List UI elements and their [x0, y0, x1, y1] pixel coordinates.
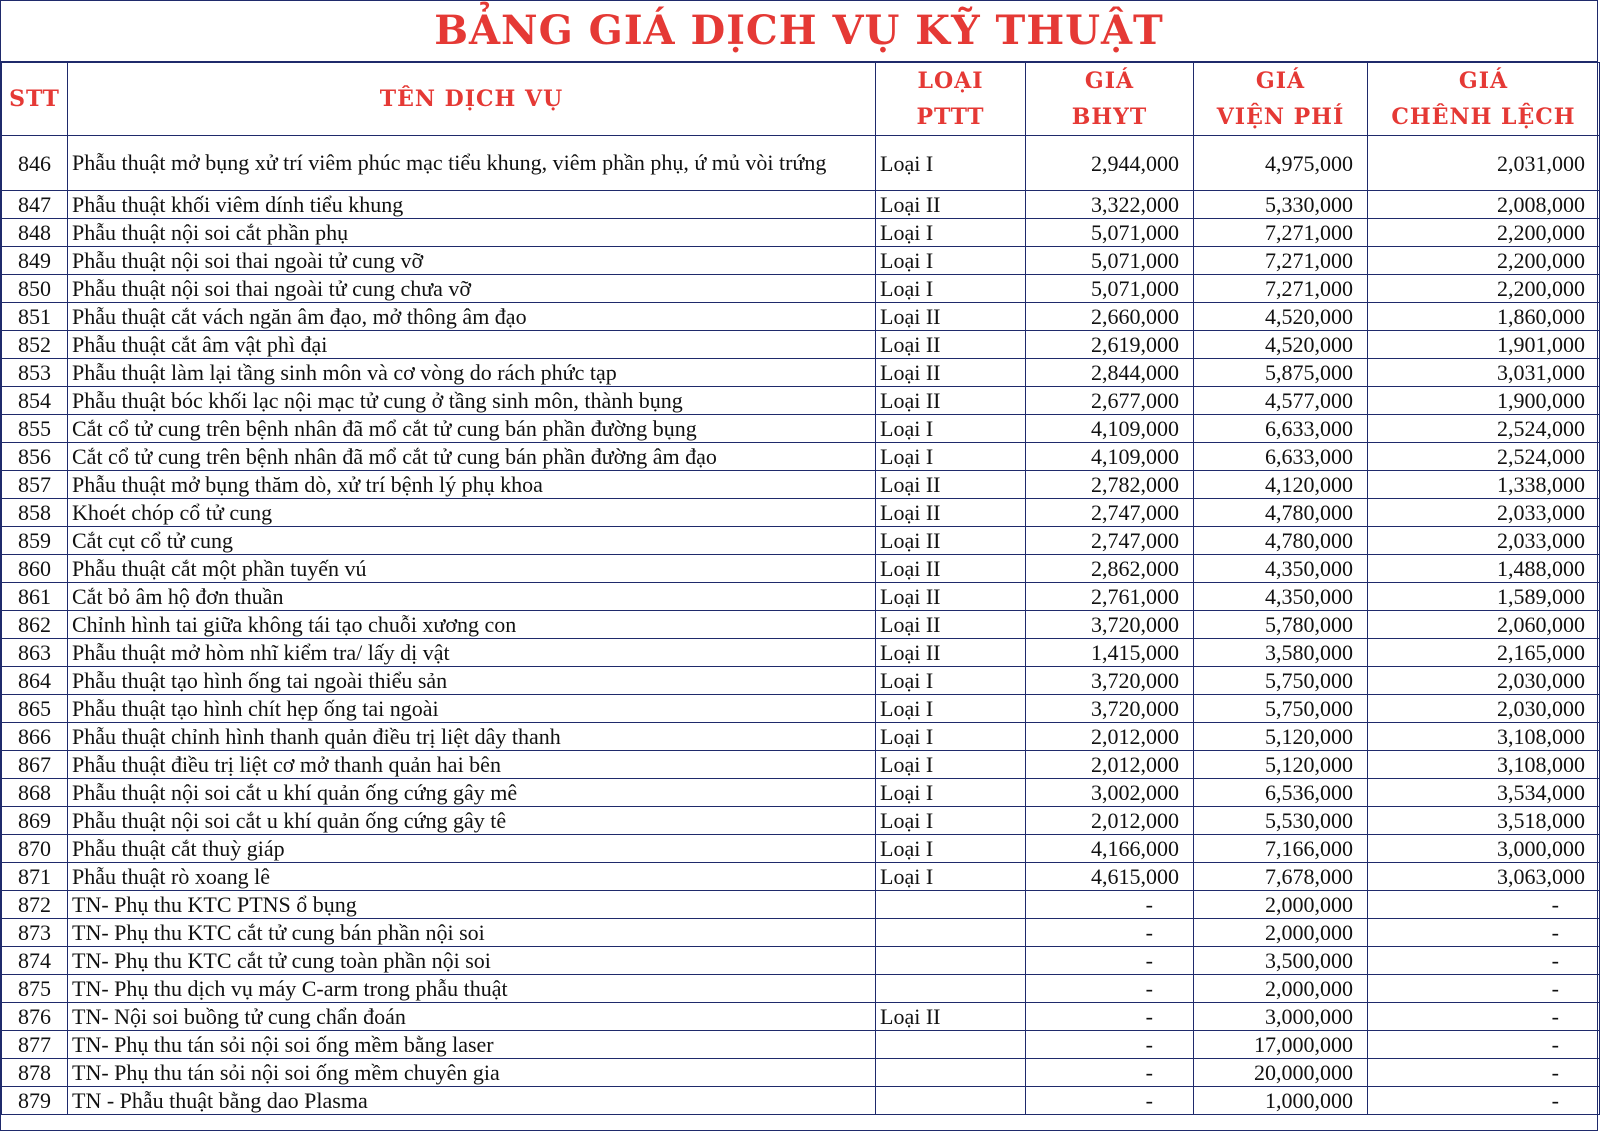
- row-stt: 878: [2, 1059, 68, 1087]
- row-service-name: Phẫu thuật tạo hình ống tai ngoài thiểu sản: [68, 667, 876, 695]
- row-loai-pttt: Loại I: [876, 136, 1026, 191]
- row-gia-vien-phi: 4,577,000: [1194, 387, 1368, 415]
- row-loai-pttt: Loại II: [876, 191, 1026, 219]
- row-gia-vien-phi: 2,000,000: [1194, 891, 1368, 919]
- row-gia-chenh-lech: 2,030,000: [1368, 667, 1600, 695]
- row-gia-vien-phi: 5,530,000: [1194, 807, 1368, 835]
- row-gia-chenh-lech: -: [1368, 919, 1600, 947]
- row-loai-pttt: Loại II: [876, 527, 1026, 555]
- row-gia-bhyt: 3,002,000: [1026, 779, 1194, 807]
- row-gia-vien-phi: 4,975,000: [1194, 136, 1368, 191]
- row-stt: 846: [2, 136, 68, 191]
- row-gia-vien-phi: 7,271,000: [1194, 275, 1368, 303]
- row-gia-chenh-lech: 3,518,000: [1368, 807, 1600, 835]
- row-service-name: TN- Phụ thu dịch vụ máy C-arm trong phẫu thuật: [68, 975, 876, 1003]
- page-title: BẢNG GIÁ DỊCH VỤ KỸ THUẬT: [1, 1, 1597, 62]
- row-stt: 855: [2, 415, 68, 443]
- table-row: [2, 583, 1600, 611]
- header-bhyt-line1: GIÁ: [1084, 68, 1135, 94]
- row-stt: 876: [2, 1003, 68, 1031]
- row-gia-vien-phi: 1,000,000: [1194, 1087, 1368, 1115]
- row-gia-chenh-lech: -: [1368, 975, 1600, 1003]
- row-stt: 847: [2, 191, 68, 219]
- row-service-name: Cắt cổ tử cung trên bệnh nhân đã mổ cắt tử cung bán phần đường âm đạo: [68, 443, 876, 471]
- row-gia-bhyt: 5,071,000: [1026, 275, 1194, 303]
- row-gia-bhyt: -: [1026, 947, 1194, 975]
- table-row: [2, 471, 1600, 499]
- row-gia-bhyt: -: [1026, 1059, 1194, 1087]
- row-service-name: Chỉnh hình tai giữa không tái tạo chuỗi xương con: [68, 611, 876, 639]
- row-stt: 875: [2, 975, 68, 1003]
- row-gia-bhyt: -: [1026, 1003, 1194, 1031]
- row-stt: 864: [2, 667, 68, 695]
- table-row: [2, 919, 1600, 947]
- row-loai-pttt: Loại II: [876, 639, 1026, 667]
- row-gia-vien-phi: 5,120,000: [1194, 751, 1368, 779]
- row-loai-pttt: [876, 1031, 1026, 1059]
- row-service-name: Phẫu thuật nội soi cắt phần phụ: [68, 219, 876, 247]
- table-row: [2, 639, 1600, 667]
- row-gia-vien-phi: 4,520,000: [1194, 331, 1368, 359]
- row-gia-bhyt: 1,415,000: [1026, 639, 1194, 667]
- table-row: [2, 415, 1600, 443]
- row-gia-bhyt: 2,660,000: [1026, 303, 1194, 331]
- row-service-name: TN - Phẫu thuật bằng dao Plasma: [68, 1087, 876, 1115]
- row-gia-bhyt: 2,747,000: [1026, 527, 1194, 555]
- row-loai-pttt: [876, 1059, 1026, 1087]
- header-vien-phi: [1194, 63, 1368, 136]
- row-stt: 859: [2, 527, 68, 555]
- table-row: [2, 191, 1600, 219]
- row-service-name: Phẫu thuật nội soi cắt u khí quản ống cứng gây mê: [68, 779, 876, 807]
- row-service-name: Phẫu thuật nội soi cắt u khí quản ống cứng gây tê: [68, 807, 876, 835]
- row-loai-pttt: [876, 975, 1026, 1003]
- row-gia-chenh-lech: -: [1368, 1003, 1600, 1031]
- row-gia-chenh-lech: -: [1368, 1087, 1600, 1115]
- header-chenh-lech-line1: GIÁ: [1458, 68, 1509, 94]
- row-loai-pttt: Loại II: [876, 331, 1026, 359]
- row-loai-pttt: Loại I: [876, 779, 1026, 807]
- row-service-name: Phẫu thuật chỉnh hình thanh quản điều trị liệt dây thanh: [68, 723, 876, 751]
- row-service-name: Phẫu thuật cắt một phần tuyến vú: [68, 555, 876, 583]
- row-gia-vien-phi: 7,271,000: [1194, 247, 1368, 275]
- row-gia-bhyt: 3,720,000: [1026, 695, 1194, 723]
- row-service-name: TN- Phụ thu tán sỏi nội soi ống mềm chuyên gia: [68, 1059, 876, 1087]
- table-row: [2, 247, 1600, 275]
- row-gia-bhyt: 4,109,000: [1026, 415, 1194, 443]
- row-gia-vien-phi: 20,000,000: [1194, 1059, 1368, 1087]
- row-loai-pttt: Loại I: [876, 275, 1026, 303]
- row-loai-pttt: Loại I: [876, 863, 1026, 891]
- table-row: [2, 555, 1600, 583]
- row-gia-vien-phi: 2,000,000: [1194, 919, 1368, 947]
- row-service-name: Phẫu thuật tạo hình chít hẹp ống tai ngoài: [68, 695, 876, 723]
- row-gia-vien-phi: 3,580,000: [1194, 639, 1368, 667]
- row-gia-vien-phi: 3,000,000: [1194, 1003, 1368, 1031]
- header-bhyt: [1026, 63, 1194, 136]
- row-gia-bhyt: 2,012,000: [1026, 807, 1194, 835]
- header-bhyt-line2: BHYT: [1071, 104, 1148, 130]
- row-gia-chenh-lech: 2,200,000: [1368, 219, 1600, 247]
- row-gia-chenh-lech: 2,033,000: [1368, 499, 1600, 527]
- row-loai-pttt: [876, 919, 1026, 947]
- row-loai-pttt: Loại I: [876, 723, 1026, 751]
- row-gia-bhyt: 4,615,000: [1026, 863, 1194, 891]
- row-gia-chenh-lech: 1,589,000: [1368, 583, 1600, 611]
- row-loai-pttt: Loại I: [876, 667, 1026, 695]
- row-gia-bhyt: 3,322,000: [1026, 191, 1194, 219]
- row-loai-pttt: [876, 1087, 1026, 1115]
- row-stt: 863: [2, 639, 68, 667]
- row-service-name: TN- Phụ thu tán sỏi nội soi ống mềm bằng laser: [68, 1031, 876, 1059]
- row-service-name: Cắt cổ tử cung trên bệnh nhân đã mổ cắt tử cung bán phần đường bụng: [68, 415, 876, 443]
- row-stt: 872: [2, 891, 68, 919]
- row-stt: 871: [2, 863, 68, 891]
- header-loai-line2: PTTT: [916, 104, 985, 130]
- row-loai-pttt: Loại I: [876, 415, 1026, 443]
- table-row: [2, 359, 1600, 387]
- table-row: [2, 751, 1600, 779]
- price-table: [1, 62, 1600, 1115]
- row-loai-pttt: Loại I: [876, 695, 1026, 723]
- header-loai: [876, 63, 1026, 136]
- row-gia-vien-phi: 5,120,000: [1194, 723, 1368, 751]
- row-gia-bhyt: 3,720,000: [1026, 667, 1194, 695]
- row-gia-vien-phi: 6,633,000: [1194, 443, 1368, 471]
- table-row: [2, 975, 1600, 1003]
- row-gia-bhyt: 2,747,000: [1026, 499, 1194, 527]
- table-row: [2, 303, 1600, 331]
- row-gia-chenh-lech: 2,524,000: [1368, 415, 1600, 443]
- row-gia-chenh-lech: 2,165,000: [1368, 639, 1600, 667]
- row-gia-bhyt: 5,071,000: [1026, 247, 1194, 275]
- table-row: [2, 695, 1600, 723]
- row-gia-chenh-lech: 1,860,000: [1368, 303, 1600, 331]
- header-row: [2, 63, 1600, 136]
- row-loai-pttt: Loại II: [876, 303, 1026, 331]
- row-stt: 852: [2, 331, 68, 359]
- row-stt: 856: [2, 443, 68, 471]
- row-stt: 857: [2, 471, 68, 499]
- row-gia-chenh-lech: -: [1368, 947, 1600, 975]
- row-gia-chenh-lech: 2,008,000: [1368, 191, 1600, 219]
- row-gia-vien-phi: 5,875,000: [1194, 359, 1368, 387]
- row-service-name: Phẫu thuật nội soi thai ngoài tử cung chưa vỡ: [68, 275, 876, 303]
- row-stt: 873: [2, 919, 68, 947]
- header-stt: STT: [2, 63, 68, 136]
- row-gia-vien-phi: 5,330,000: [1194, 191, 1368, 219]
- row-service-name: TN- Phụ thu KTC PTNS ổ bụng: [68, 891, 876, 919]
- row-loai-pttt: Loại II: [876, 611, 1026, 639]
- row-loai-pttt: Loại I: [876, 219, 1026, 247]
- row-stt: 850: [2, 275, 68, 303]
- row-gia-bhyt: 4,109,000: [1026, 443, 1194, 471]
- row-service-name: TN- Phụ thu KTC cắt tử cung bán phần nội soi: [68, 919, 876, 947]
- row-gia-vien-phi: 5,750,000: [1194, 695, 1368, 723]
- row-service-name: Phẫu thuật mở hòm nhĩ kiểm tra/ lấy dị vật: [68, 639, 876, 667]
- row-gia-bhyt: 2,944,000: [1026, 136, 1194, 191]
- row-gia-chenh-lech: 1,900,000: [1368, 387, 1600, 415]
- row-gia-bhyt: 2,012,000: [1026, 723, 1194, 751]
- row-gia-vien-phi: 4,350,000: [1194, 583, 1368, 611]
- table-row: [2, 1003, 1600, 1031]
- table-row: [2, 136, 1600, 191]
- row-gia-vien-phi: 7,271,000: [1194, 219, 1368, 247]
- row-gia-bhyt: 4,166,000: [1026, 835, 1194, 863]
- table-row: [2, 331, 1600, 359]
- row-gia-vien-phi: 7,678,000: [1194, 863, 1368, 891]
- row-gia-chenh-lech: 2,033,000: [1368, 527, 1600, 555]
- table-row: [2, 835, 1600, 863]
- row-stt: 862: [2, 611, 68, 639]
- row-gia-vien-phi: 7,166,000: [1194, 835, 1368, 863]
- row-stt: 849: [2, 247, 68, 275]
- row-service-name: Phẫu thuật cắt thuỳ giáp: [68, 835, 876, 863]
- row-gia-vien-phi: 17,000,000: [1194, 1031, 1368, 1059]
- table-row: [2, 527, 1600, 555]
- row-gia-bhyt: 2,619,000: [1026, 331, 1194, 359]
- row-loai-pttt: Loại I: [876, 807, 1026, 835]
- row-loai-pttt: Loại II: [876, 471, 1026, 499]
- table-row: [2, 443, 1600, 471]
- row-gia-chenh-lech: 2,200,000: [1368, 247, 1600, 275]
- header-loai-line1: LOẠI: [917, 68, 984, 94]
- row-stt: 870: [2, 835, 68, 863]
- table-row: [2, 219, 1600, 247]
- table-row: [2, 1031, 1600, 1059]
- row-service-name: Khoét chóp cổ tử cung: [68, 499, 876, 527]
- table-row: [2, 275, 1600, 303]
- row-gia-bhyt: 2,782,000: [1026, 471, 1194, 499]
- row-gia-vien-phi: 4,520,000: [1194, 303, 1368, 331]
- row-gia-chenh-lech: 1,488,000: [1368, 555, 1600, 583]
- row-gia-bhyt: 2,862,000: [1026, 555, 1194, 583]
- row-stt: 848: [2, 219, 68, 247]
- row-service-name: Cắt bỏ âm hộ đơn thuần: [68, 583, 876, 611]
- row-service-name: Phẫu thuật bóc khối lạc nội mạc tử cung ở tầng sinh môn, thành bụng: [68, 387, 876, 415]
- row-loai-pttt: Loại I: [876, 751, 1026, 779]
- row-service-name: Phẫu thuật nội soi thai ngoài tử cung vỡ: [68, 247, 876, 275]
- row-service-name: TN- Phụ thu KTC cắt tử cung toàn phần nội soi: [68, 947, 876, 975]
- table-row: [2, 667, 1600, 695]
- row-gia-bhyt: -: [1026, 975, 1194, 1003]
- table-row: [2, 891, 1600, 919]
- row-gia-bhyt: -: [1026, 919, 1194, 947]
- row-stt: 854: [2, 387, 68, 415]
- row-gia-chenh-lech: 2,031,000: [1368, 136, 1600, 191]
- row-gia-vien-phi: 4,780,000: [1194, 527, 1368, 555]
- row-service-name: Phẫu thuật rò xoang lê: [68, 863, 876, 891]
- row-gia-vien-phi: 4,120,000: [1194, 471, 1368, 499]
- row-stt: 879: [2, 1087, 68, 1115]
- row-gia-bhyt: 2,761,000: [1026, 583, 1194, 611]
- row-service-name: Phẫu thuật cắt âm vật phì đại: [68, 331, 876, 359]
- table-row: [2, 723, 1600, 751]
- row-gia-vien-phi: 3,500,000: [1194, 947, 1368, 975]
- row-gia-chenh-lech: 1,338,000: [1368, 471, 1600, 499]
- table-row: [2, 1087, 1600, 1115]
- row-loai-pttt: Loại II: [876, 555, 1026, 583]
- row-service-name: TN- Nội soi buồng tử cung chẩn đoán: [68, 1003, 876, 1031]
- header-vien-phi-line2: VIỆN PHÍ: [1216, 104, 1345, 130]
- header-vien-phi-line1: GIÁ: [1255, 68, 1306, 94]
- row-gia-chenh-lech: -: [1368, 1031, 1600, 1059]
- row-gia-chenh-lech: 3,108,000: [1368, 723, 1600, 751]
- row-loai-pttt: Loại I: [876, 443, 1026, 471]
- row-gia-vien-phi: 6,633,000: [1194, 415, 1368, 443]
- row-service-name: Phẫu thuật làm lại tầng sinh môn và cơ vòng do rách phức tạp: [68, 359, 876, 387]
- row-gia-chenh-lech: 3,000,000: [1368, 835, 1600, 863]
- row-service-name: Phẫu thuật khối viêm dính tiểu khung: [68, 191, 876, 219]
- row-gia-vien-phi: 4,350,000: [1194, 555, 1368, 583]
- row-stt: 858: [2, 499, 68, 527]
- row-stt: 865: [2, 695, 68, 723]
- row-stt: 869: [2, 807, 68, 835]
- row-stt: 868: [2, 779, 68, 807]
- row-gia-chenh-lech: 3,534,000: [1368, 779, 1600, 807]
- row-gia-chenh-lech: 2,200,000: [1368, 275, 1600, 303]
- row-gia-bhyt: 2,012,000: [1026, 751, 1194, 779]
- row-gia-chenh-lech: 3,031,000: [1368, 359, 1600, 387]
- row-service-name: Phẫu thuật mở bụng thăm dò, xử trí bệnh lý phụ khoa: [68, 471, 876, 499]
- table-row: [2, 947, 1600, 975]
- row-stt: 867: [2, 751, 68, 779]
- table-row: [2, 807, 1600, 835]
- row-stt: 851: [2, 303, 68, 331]
- header-chenh-lech-line2: CHÊNH LỆCH: [1391, 104, 1576, 130]
- row-loai-pttt: Loại I: [876, 247, 1026, 275]
- row-gia-bhyt: -: [1026, 891, 1194, 919]
- row-gia-chenh-lech: 3,063,000: [1368, 863, 1600, 891]
- table-row: [2, 611, 1600, 639]
- row-service-name: Phẫu thuật mở bụng xử trí viêm phúc mạc tiểu khung, viêm phần phụ, ứ mủ vòi trứng: [68, 136, 876, 191]
- table-row: [2, 779, 1600, 807]
- row-loai-pttt: Loại II: [876, 1003, 1026, 1031]
- table-row: [2, 863, 1600, 891]
- table-row: [2, 499, 1600, 527]
- row-loai-pttt: Loại I: [876, 835, 1026, 863]
- row-gia-chenh-lech: 2,030,000: [1368, 695, 1600, 723]
- row-loai-pttt: [876, 891, 1026, 919]
- row-gia-chenh-lech: -: [1368, 1059, 1600, 1087]
- row-gia-bhyt: -: [1026, 1087, 1194, 1115]
- row-gia-chenh-lech: 2,524,000: [1368, 443, 1600, 471]
- row-loai-pttt: Loại II: [876, 387, 1026, 415]
- row-loai-pttt: Loại II: [876, 499, 1026, 527]
- row-gia-chenh-lech: 1,901,000: [1368, 331, 1600, 359]
- row-gia-chenh-lech: 3,108,000: [1368, 751, 1600, 779]
- header-chenh-lech: [1368, 63, 1600, 136]
- table-row: [2, 387, 1600, 415]
- row-stt: 861: [2, 583, 68, 611]
- row-loai-pttt: Loại II: [876, 583, 1026, 611]
- row-gia-bhyt: 2,844,000: [1026, 359, 1194, 387]
- row-gia-vien-phi: 4,780,000: [1194, 499, 1368, 527]
- row-gia-chenh-lech: -: [1368, 891, 1600, 919]
- row-gia-bhyt: 3,720,000: [1026, 611, 1194, 639]
- row-stt: 877: [2, 1031, 68, 1059]
- row-gia-vien-phi: 2,000,000: [1194, 975, 1368, 1003]
- row-service-name: Cắt cụt cổ tử cung: [68, 527, 876, 555]
- table-row: [2, 1059, 1600, 1087]
- header-name: TÊN DỊCH VỤ: [68, 63, 876, 136]
- row-stt: 860: [2, 555, 68, 583]
- row-service-name: Phẫu thuật cắt vách ngăn âm đạo, mở thông âm đạo: [68, 303, 876, 331]
- row-stt: 874: [2, 947, 68, 975]
- row-gia-bhyt: 5,071,000: [1026, 219, 1194, 247]
- row-gia-bhyt: -: [1026, 1031, 1194, 1059]
- row-loai-pttt: [876, 947, 1026, 975]
- row-service-name: Phẫu thuật điều trị liệt cơ mở thanh quản hai bên: [68, 751, 876, 779]
- row-gia-bhyt: 2,677,000: [1026, 387, 1194, 415]
- row-gia-vien-phi: 5,750,000: [1194, 667, 1368, 695]
- row-gia-vien-phi: 6,536,000: [1194, 779, 1368, 807]
- row-gia-vien-phi: 5,780,000: [1194, 611, 1368, 639]
- row-gia-chenh-lech: 2,060,000: [1368, 611, 1600, 639]
- row-loai-pttt: Loại II: [876, 359, 1026, 387]
- row-stt: 853: [2, 359, 68, 387]
- row-stt: 866: [2, 723, 68, 751]
